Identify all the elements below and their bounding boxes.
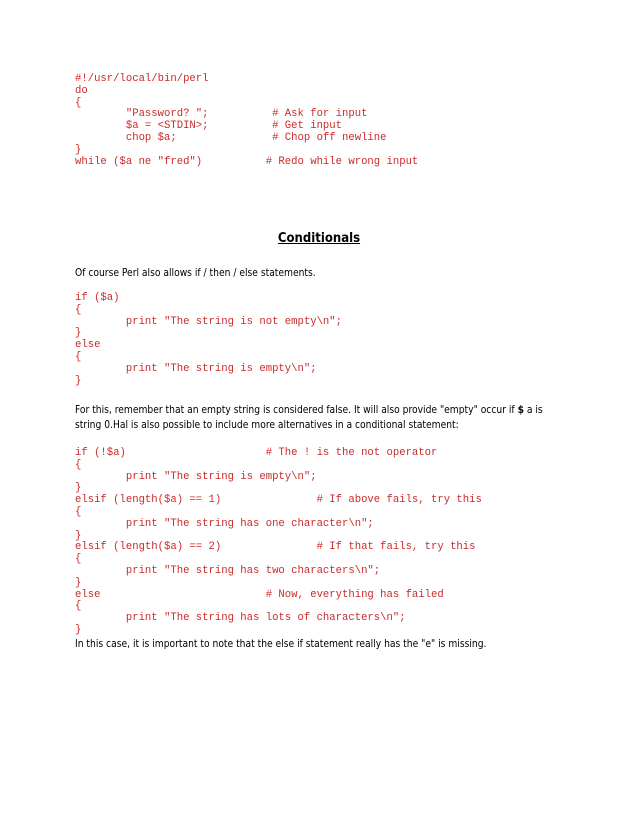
code-line: } (75, 623, 82, 636)
code-line: } (75, 576, 82, 589)
code-line: { (75, 553, 82, 566)
code-line: if (!$a) # The ! is the not operator (75, 447, 438, 459)
code-line: print "The string is empty\n"; (75, 362, 317, 375)
paragraph-else-if-note: In this case, it is important to note that the else if statement really has the "e" is missing. (75, 639, 487, 650)
code-line: { (75, 303, 82, 316)
paragraph-text-part: a is string 0.Hal is also possible to include more alternatives in a conditional statement: (75, 405, 543, 431)
code-line: else (75, 339, 101, 352)
code-line: } (75, 374, 82, 387)
code-line: while ($a ne "fred") # Redo while wrong input (75, 155, 419, 168)
code-line: print "The string is not empty\n"; (75, 315, 343, 328)
code-line: } (75, 482, 82, 495)
code-line: print "The string has one character\n"; (75, 517, 374, 530)
code-block-perl-do-while (75, 74, 418, 168)
code-line: print "The string has lots of characters\n"; (75, 612, 406, 625)
code-line: } (75, 327, 82, 340)
code-line: { (75, 600, 82, 613)
code-line: { (75, 458, 82, 471)
code-block-elsif (75, 448, 482, 637)
code-line: elsif (length($a) == 1) # If above fails, try this (75, 494, 482, 507)
code-block-if-else (75, 293, 342, 387)
code-line: } (75, 529, 82, 542)
code-line: } (75, 143, 82, 156)
code-line: { (75, 505, 82, 518)
code-line: { (75, 96, 82, 109)
code-line: do (75, 84, 88, 97)
code-line: $a = <STDIN>; # Get input (75, 120, 343, 133)
paragraph-bold-dollar: $ (517, 405, 524, 416)
code-line: #!/usr/local/bin/perl (75, 73, 209, 85)
paragraph-intro: Of course Perl also allows if / then / else statements. (75, 268, 316, 279)
code-line: if ($a) (75, 292, 120, 304)
section-heading: Conditionals (277, 231, 361, 246)
paragraph-text-part: For this, remember that an empty string is considered false. It will also provide "empty" occur if (75, 405, 518, 416)
code-line: chop $a; # Chop off newline (75, 131, 387, 144)
code-line: "Password? "; # Ask for input (75, 108, 368, 121)
code-line: else # Now, everything has failed (75, 588, 444, 601)
code-line: print "The string has two characters\n"; (75, 564, 381, 577)
code-line: elsif (length($a) == 2) # If that fails, try this (75, 541, 476, 554)
paragraph-empty-string (75, 403, 570, 433)
code-line: { (75, 350, 82, 363)
code-line: print "The string is empty\n"; (75, 470, 317, 483)
